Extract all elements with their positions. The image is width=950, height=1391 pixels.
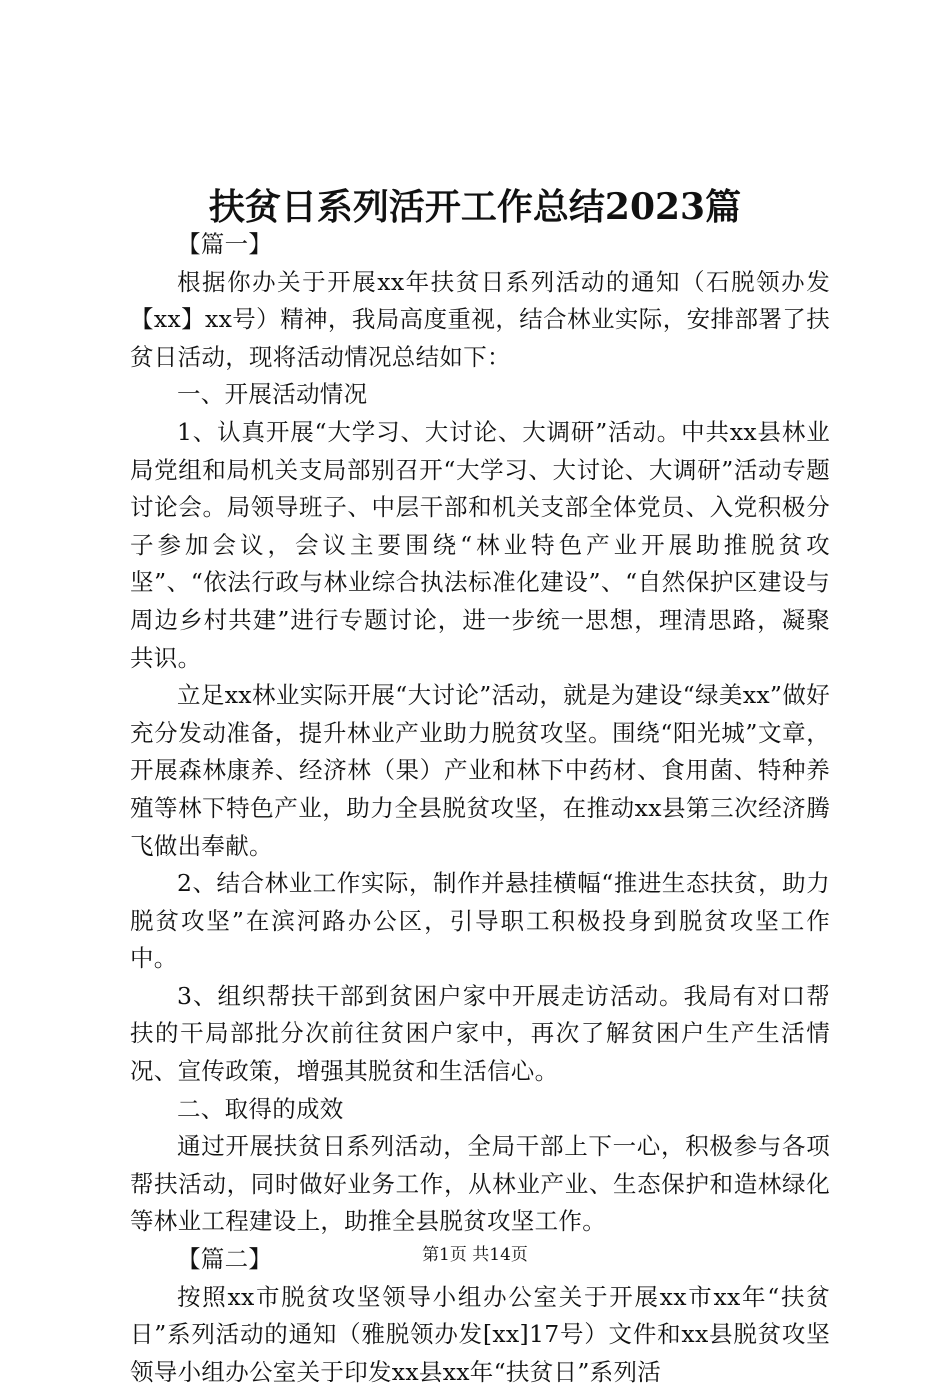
paragraph-item-2: 2、结合林业工作实际，制作并悬挂横幅“推进生态扶贫，助力脱贫攻坚”在滨河路办公区，引导职工积极投身到脱贫攻坚工作中。 xyxy=(130,869,830,973)
section-heading-part-one: 【篇一】 xyxy=(177,230,273,258)
paragraph-item-3: 3、组织帮扶干部到贫困户家中开展走访活动。我局有对口帮扶的干局部批分次前往贫困户家中，再次了解贫困户生产生活情况、宣传政策，增强其脱贫和生活信心。 xyxy=(130,981,830,1086)
paragraph-discussion: 立足xx林业实际开展“大讨论”活动，就是为建设“绿美xx”做好充分发动准备，提升林业产业助力脱贫攻坚。围绕“阳光城”文章，开展森林康养、经济林（果）产业和林下中药材、食用菌、特种养殖等林下特色产业，助力全县脱贫攻坚，在推动xx县第三次经济腾飞做出奉献。 xyxy=(130,681,830,860)
section-heading-part-two: 【篇二】 xyxy=(177,1245,273,1274)
paragraph-part-two-intro: 按照xx市脱贫攻坚领导小组办公室关于开展xx市xx年“扶贫日”系列活动的通知（雅脱领办发[xx]17号）文件和xx县脱贫攻坚领导小组办公室关于印发xx县xx年“扶贫日”系列活 xyxy=(130,1282,830,1386)
page-number-footer: 第1页 共14页 xyxy=(422,1245,528,1265)
section-heading-results: 二、取得的成效 xyxy=(177,1094,344,1123)
paragraph-results: 通过开展扶贫日系列活动，全局干部上下一心，积极参与各项帮扶活动，同时做好业务工作，从林业产业、生态保护和造林绿化等林业工程建设上，助推全县脱贫攻坚工作。 xyxy=(130,1132,830,1236)
paragraph-intro: 根据你办关于开展xx年扶贫日系列活动的通知（石脱领办发【xx】xx号）精神，我局高度重视，结合林业实际，安排部署了扶贫日活动，现将活动情况总结如下： xyxy=(130,267,830,371)
paragraph-item-1: 1、认真开展“大学习、大讨论、大调研”活动。中共xx县林业局党组和局机关支局部别召开“大学习、大讨论、大调研”活动专题讨论会。局领导班子、中层干部和机关支部全体党员、入党积极分子参加会议，会议主要围绕“林业特色产业开展助推脱贫攻坚”、“依法行政与林业综合执法标准化建设”、“自然保护区建设与周边乡村共建”进行专题讨论，进一步统一思想，理清思路，凝聚共识。 xyxy=(130,417,830,672)
document-body xyxy=(130,226,830,1391)
document-title: 扶贫日系列活开工作总结2023篇 xyxy=(208,186,742,228)
section-heading-activities: 一、开展活动情况 xyxy=(177,380,368,409)
